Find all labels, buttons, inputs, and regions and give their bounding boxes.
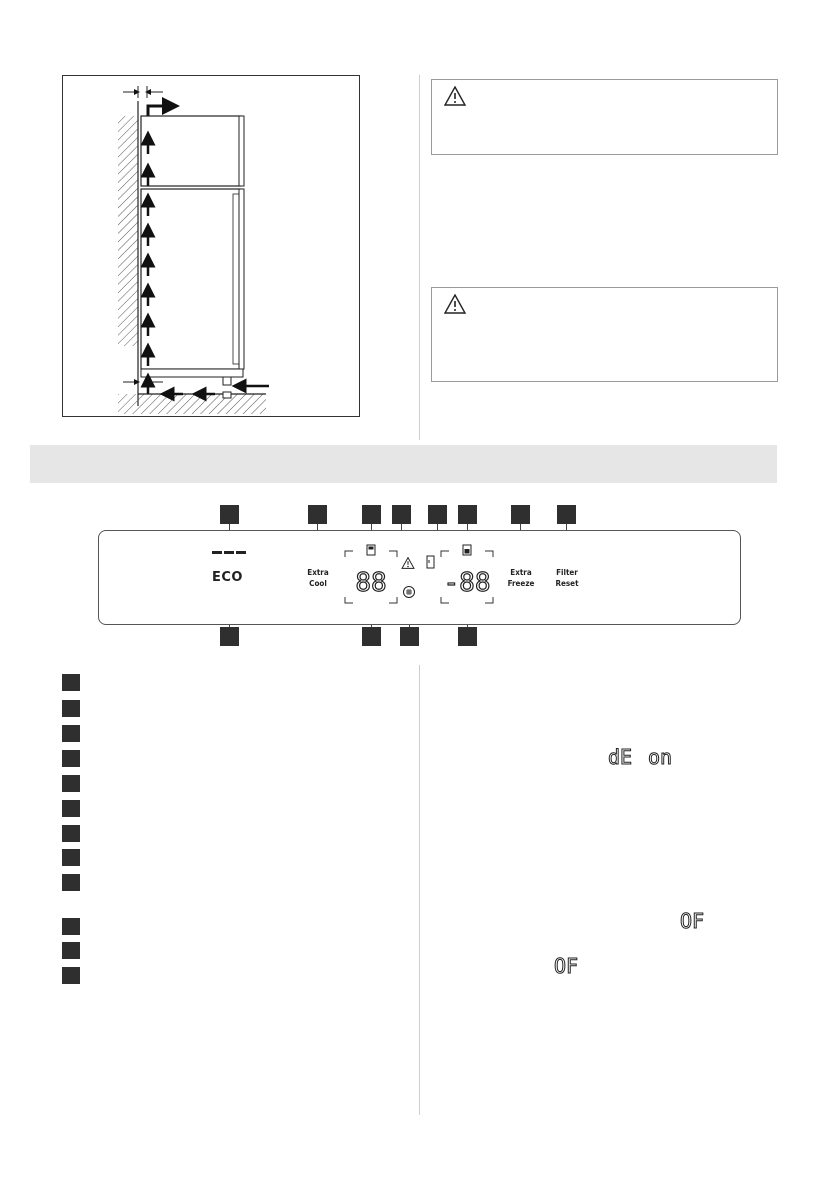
- legend-marker-3: [62, 725, 80, 742]
- floor: [118, 394, 266, 414]
- extra-freeze-label-1: Extra: [510, 568, 532, 577]
- fridge-ventilation-diagram: [63, 76, 359, 416]
- filter-reset-label-2: Reset: [555, 579, 579, 588]
- filter-reset-button[interactable]: [547, 567, 587, 589]
- freezer-temperature-display: [439, 543, 495, 605]
- defrost-code-1: dE: [608, 746, 633, 769]
- callout-2: [308, 505, 327, 524]
- legend-marker-5: [62, 775, 80, 792]
- filter-reset-label-1: Filter: [556, 568, 578, 577]
- temperature-bar-segment: [212, 551, 222, 554]
- legend-marker-10: [62, 918, 80, 935]
- legend-marker-1: [62, 674, 80, 691]
- callout-5: [428, 505, 447, 524]
- callout-8: [557, 505, 576, 524]
- extra-cool-label-2: Cool: [309, 579, 327, 588]
- control-panel: [98, 530, 741, 625]
- warning-box-1: [431, 79, 778, 155]
- legend-marker-9: [62, 874, 80, 891]
- fridge-temp-value: 88: [355, 568, 387, 598]
- callout-1: [220, 505, 239, 524]
- wall: [118, 116, 138, 346]
- temperature-bar-segment: [224, 551, 234, 554]
- warning-box-2: [431, 287, 778, 382]
- off-code-display-1: [678, 909, 708, 933]
- callout-9: [458, 627, 477, 646]
- callout-11: [362, 627, 381, 646]
- callout-3: [362, 505, 381, 524]
- extra-cool-button[interactable]: [301, 567, 335, 589]
- legend-marker-8: [62, 849, 80, 866]
- fridge-temperature-display: [343, 543, 399, 605]
- extra-cool-label-1: Extra: [307, 568, 329, 577]
- section-header-band: [30, 445, 777, 483]
- defrost-code-display: [606, 746, 682, 770]
- door-open-icon: [426, 555, 436, 569]
- column-divider-top: [419, 75, 420, 440]
- legend-marker-11: [62, 942, 80, 959]
- warning-triangle-icon: [444, 294, 466, 314]
- callout-10: [400, 627, 419, 646]
- extra-freeze-button[interactable]: [501, 567, 541, 589]
- alarm-icon: [401, 557, 415, 569]
- warning-triangle-icon: [444, 86, 466, 106]
- legend-marker-2: [62, 700, 80, 717]
- legend-marker-6: [62, 800, 80, 817]
- legend-marker-12: [62, 967, 80, 984]
- installation-figure: [62, 75, 360, 417]
- defrost-code-2: on: [648, 746, 673, 769]
- callout-7: [511, 505, 530, 524]
- off-code-display-2: [552, 954, 582, 978]
- freezer-temp-value: -88: [443, 568, 491, 598]
- off-code: OF: [680, 909, 705, 933]
- filter-icon: [402, 585, 416, 599]
- callout-6: [458, 505, 477, 524]
- temperature-bar-segment: [236, 551, 246, 554]
- legend-marker-4: [62, 750, 80, 767]
- column-divider-bottom: [419, 665, 420, 1115]
- eco-button[interactable]: ECO: [212, 570, 243, 585]
- extra-freeze-label-2: Freeze: [507, 579, 535, 588]
- callout-4: [392, 505, 411, 524]
- off-code: OF: [554, 954, 579, 978]
- callout-12: [220, 627, 239, 646]
- legend-marker-7: [62, 825, 80, 842]
